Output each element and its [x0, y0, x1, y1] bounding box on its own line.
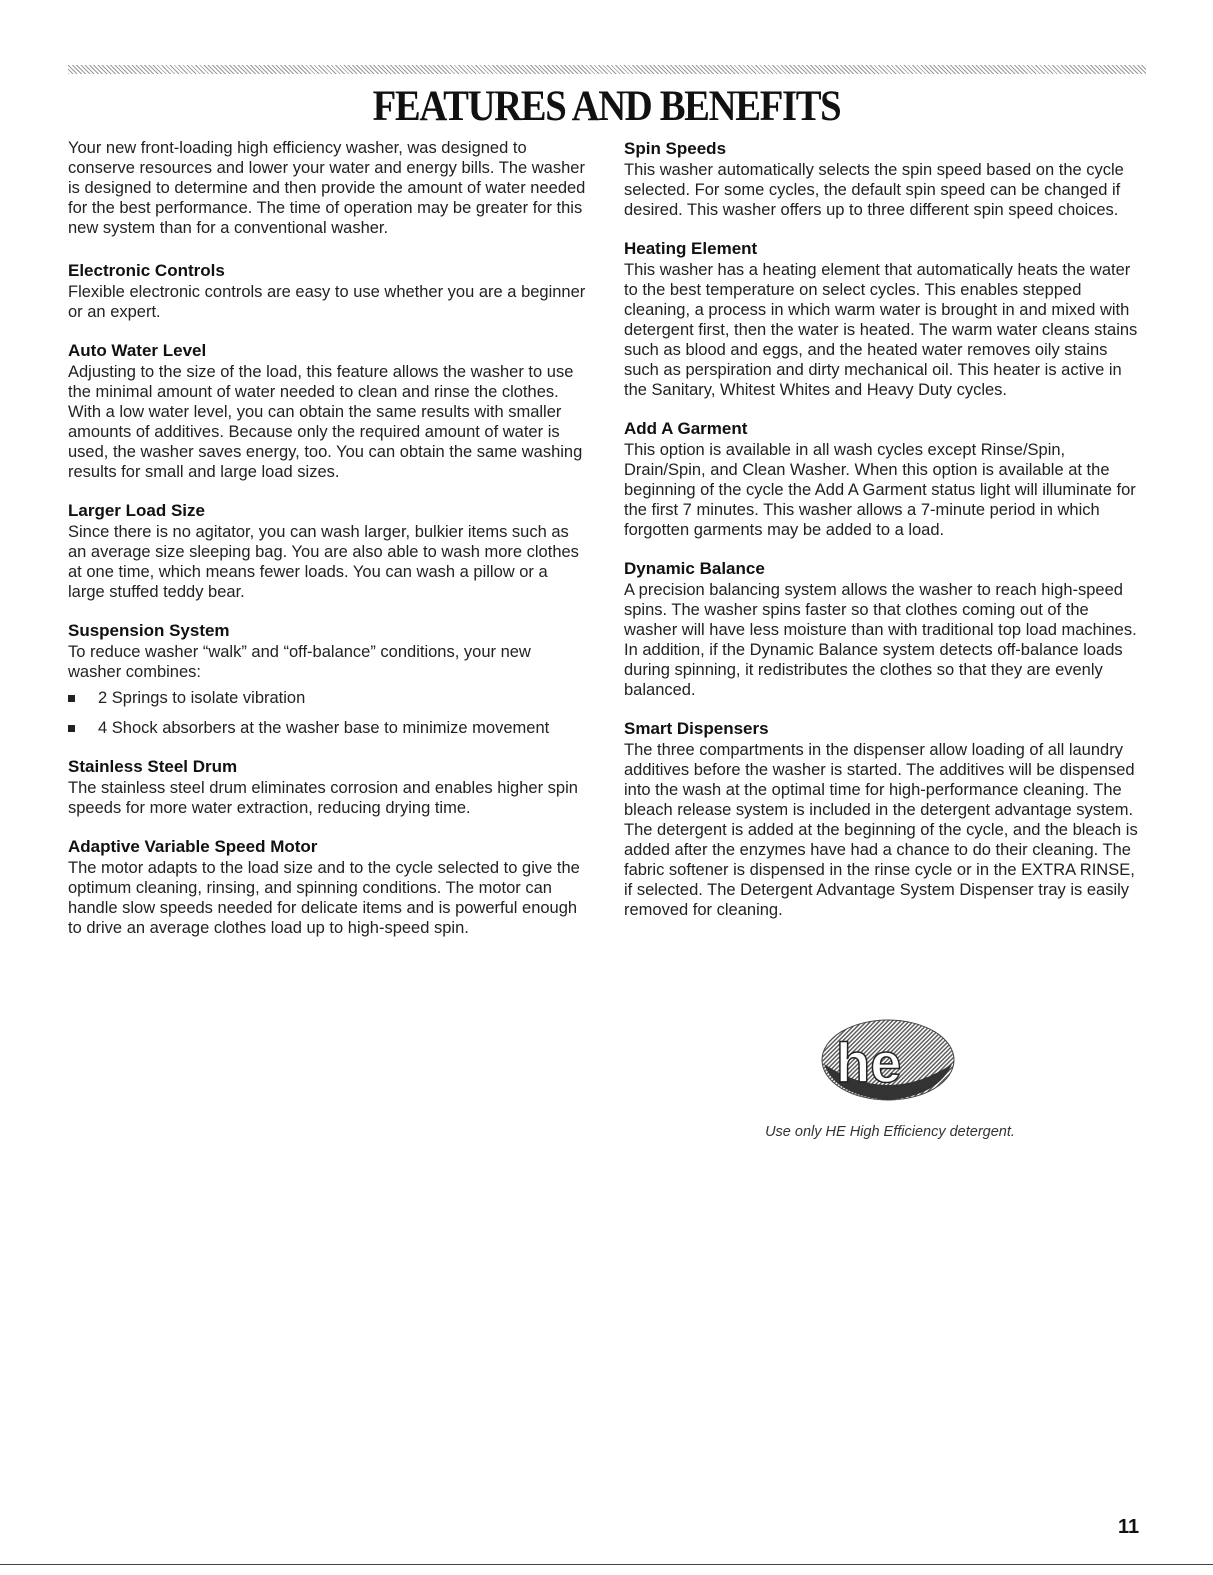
list-item: 4 Shock absorbers at the washer base to minimize movement: [68, 718, 588, 738]
bottom-rule: [0, 1564, 1213, 1565]
section-body: The three compartments in the dispenser allow loading of all laundry additives before the washer is started. The additives will be dispensed into the wash at the optimal time for high-performance cleaning. The bleach release system is included in the detergent advantage system. The detergent is added at the beginning of the cycle, and the bleach is added after the enzymes have had a chance to do their cleaning. The fabric softener is dispensed in the rinse cycle or in the EXTRA RINSE, if selected. The Detergent Advantage System Dispenser tray is easily removed for cleaning.: [624, 741, 1138, 919]
section-add-a-garment: [624, 418, 1144, 540]
section-body: A precision balancing system allows the washer to reach high-speed spins. The washer spins faster so that clothes coming out of the washer will have less moisture than with traditional top load machines. In addition, if the Dynamic Balance system detects off-balance loads during spinning, it redistributes the clothes so that they are evenly balanced.: [624, 581, 1137, 699]
logo-caption: Use only HE High Efficiency detergent.: [765, 1124, 1015, 1140]
section-body: Since there is no agitator, you can wash larger, bulkier items such as an average size sleeping bag. You are also able to wash more clothes at one time, which means fewer loads. You can wash a pillow or a large stuffed teddy bear.: [68, 523, 579, 601]
section-adaptive-variable-speed-motor: [68, 836, 588, 938]
section-electronic-controls: [68, 260, 588, 322]
top-hatched-rule: [68, 65, 1146, 74]
right-column: [624, 138, 1144, 938]
section-body: The motor adapts to the load size and to the cycle selected to give the optimum cleaning, rinsing, and spinning conditions. The motor can handle slow speeds needed for delicate items and is powerful enough to drive an average clothes load up to high-speed spin.: [68, 859, 580, 937]
square-bullet-icon: [68, 695, 75, 702]
section-body: This washer has a heating element that automatically heats the water to the best temperature on select cycles. This enables stepped cleaning, a process in which warm water is brought in and mixed with detergent first, then the water is heated. The warm water cleans stains such as blood and eggs, and the heated water removes oily stains such as perspiration and dirty mechanical oil. This heater is active in the Sanitary, Whitest Whites and Heavy Duty cycles.: [624, 261, 1138, 399]
intro-paragraph: Your new front-loading high efficiency washer, was designed to conserve resources and lower your water and energy bills. The washer is designed to determine and then provide the amount of water needed for the best performance. The time of operation may be greater for this new system than for a conventional washer.: [68, 139, 586, 237]
section-heading: Adaptive Variable Speed Motor: [68, 837, 318, 856]
list-item: 2 Springs to isolate vibration: [68, 688, 588, 708]
section-body: The stainless steel drum eliminates corrosion and enables higher spin speeds for more water extraction, reducing drying time.: [68, 779, 578, 817]
section-body: Flexible electronic controls are easy to use whether you are a beginner or an expert.: [68, 283, 586, 321]
square-bullet-icon: [68, 725, 75, 732]
section-heading: Auto Water Level: [68, 341, 207, 360]
page-title: FEATURES AND BENEFITS: [372, 83, 841, 130]
section-suspension-system: [68, 620, 588, 738]
section-body: This washer automatically selects the spin speed based on the cycle selected. For some cycles, the default spin speed can be changed if desired. This washer offers up to three different spin speed choices.: [624, 161, 1124, 219]
section-spin-speeds: [624, 138, 1144, 220]
section-body: Adjusting to the size of the load, this feature allows the washer to use the minimal amount of water needed to clean and rinse the clothes. With a low water level, you can obtain the same results with smaller amounts of additives. Because only the required amount of water is used, the washer saves energy, too. You can obtain the same washing results for small and large load sizes.: [68, 363, 583, 481]
he-logo-icon: [818, 1018, 958, 1104]
left-column: [68, 138, 588, 956]
section-heating-element: [624, 238, 1144, 400]
section-heading: Larger Load Size: [68, 501, 205, 520]
section-heading: Stainless Steel Drum: [68, 757, 238, 776]
he-logo-text: he: [836, 1031, 902, 1094]
page-number: 11: [1118, 1516, 1140, 1538]
section-heading: Smart Dispensers: [624, 719, 769, 738]
section-body: To reduce washer “walk” and “off-balance” conditions, your new washer combines:: [68, 643, 531, 681]
section-dynamic-balance: [624, 558, 1144, 700]
section-heading: Suspension System: [68, 621, 230, 640]
section-heading: Spin Speeds: [624, 139, 727, 158]
section-heading: Add A Garment: [624, 419, 748, 438]
bullet-list: [68, 688, 588, 738]
section-auto-water-level: [68, 340, 588, 482]
section-larger-load-size: [68, 500, 588, 602]
he-logo-graphic: [818, 1018, 958, 1104]
section-heading: Electronic Controls: [68, 261, 225, 280]
section-stainless-steel-drum: [68, 756, 588, 818]
section-heading: Heating Element: [624, 239, 758, 258]
section-heading: Dynamic Balance: [624, 559, 765, 578]
section-body: This option is available in all wash cycles except Rinse/Spin, Drain/Spin, and Clean Washer. When this option is available at the beginning of the cycle the Add A Garment status light will illuminate for the first 7 minutes. This washer allows a 7-minute period in which forgotten garments may be added to a load.: [624, 441, 1136, 539]
section-smart-dispensers: [624, 718, 1144, 920]
